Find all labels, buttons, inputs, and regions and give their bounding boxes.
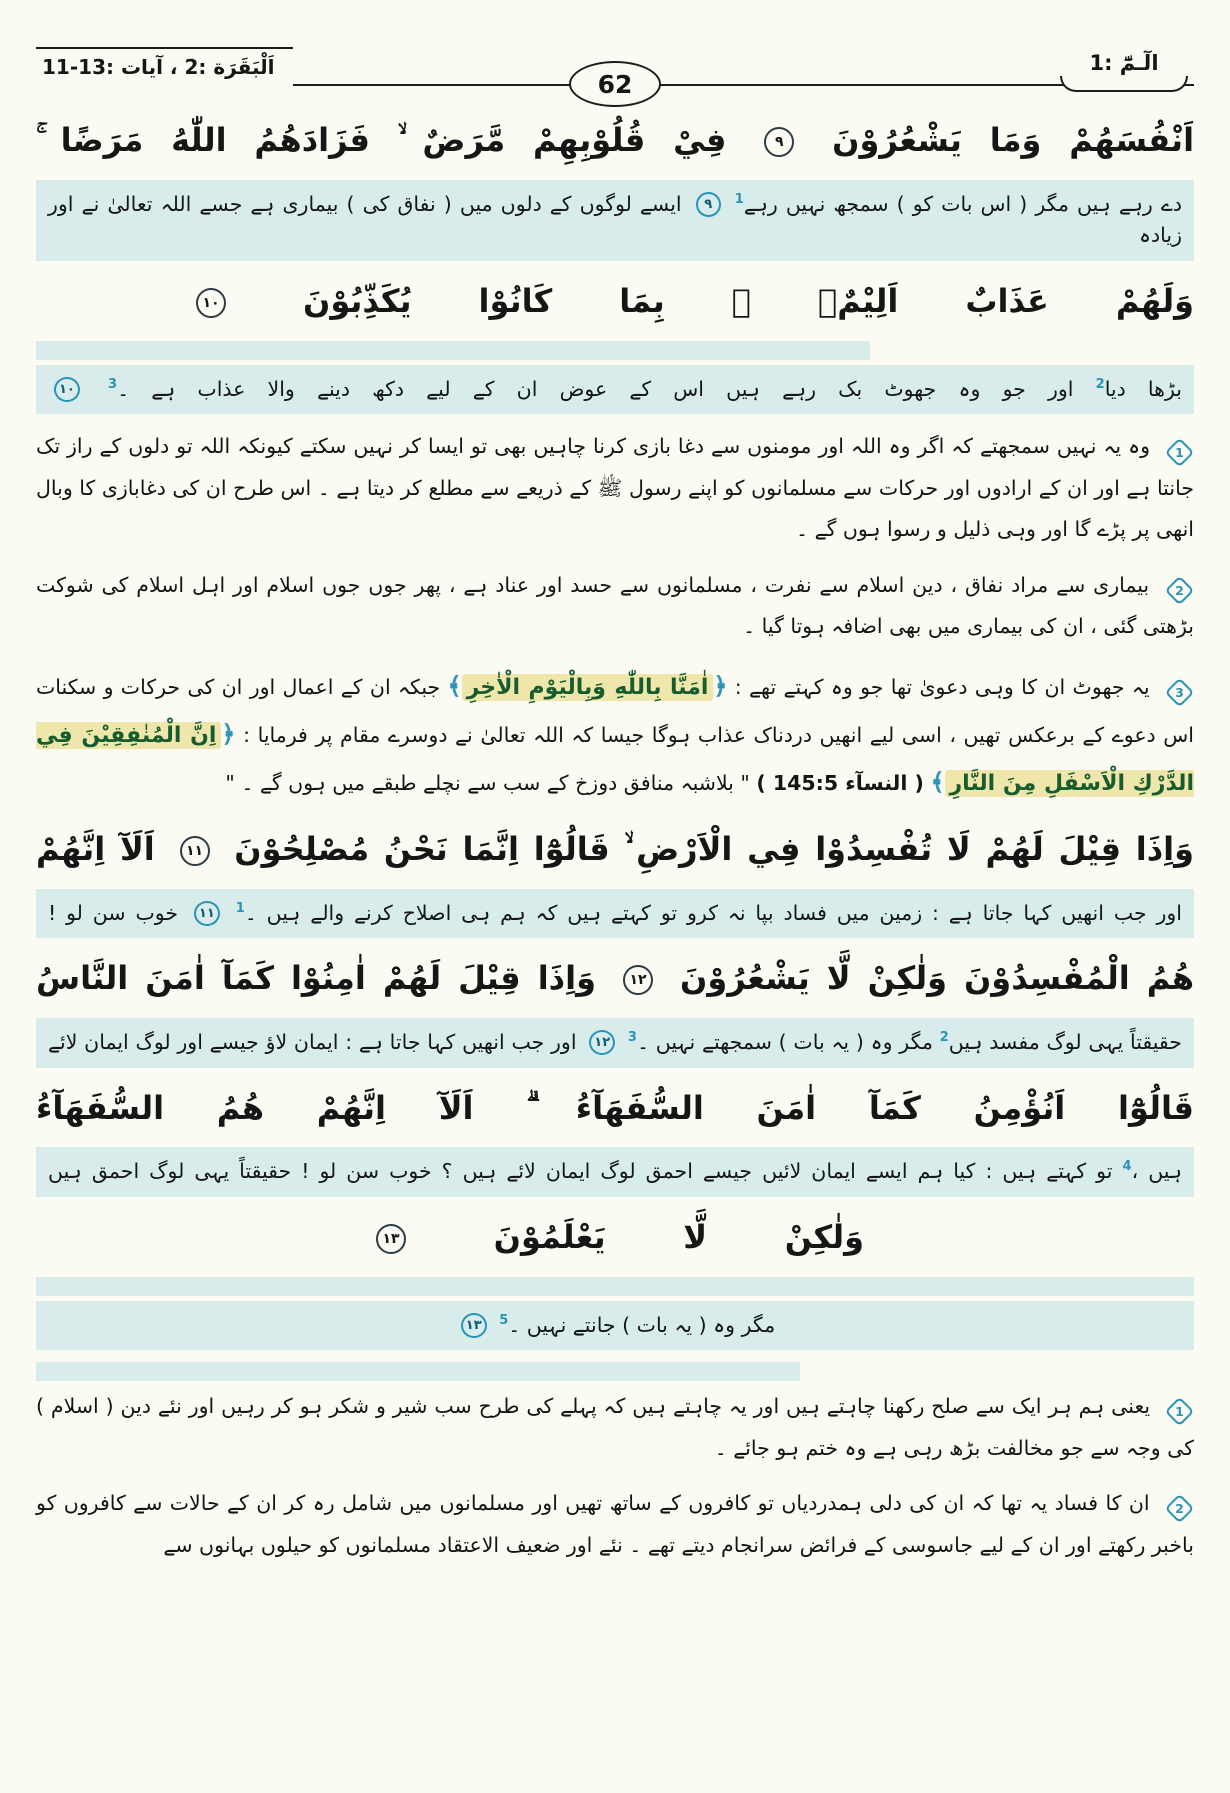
ornate-bracket-close-icon: ﴾ [447, 671, 462, 700]
translation-text: بڑھا دیا [1104, 376, 1182, 401]
translation-text: تو کہتے ہیں : کیا ہم ایسے ایمان لائیں جیسے احمق لوگ ایمان لائے ہیں ؟ خوب سن لو ! حقیقتاً یہی لوگ احمق ہیں [48, 1159, 1113, 1184]
footnote-2 [36, 1483, 1194, 1566]
translation-text: دے رہے ہیں مگر ( اس بات کو ) سمجھ نہیں رہے [743, 191, 1182, 216]
ayah-number-badge: ١٠ [54, 377, 80, 402]
ayah-number-badge: ١٣ [376, 1224, 406, 1254]
note-marker-number: 2 [1175, 582, 1184, 598]
arabic-verse-line-4 [36, 950, 1194, 1008]
note-marker-diamond [1165, 1397, 1195, 1427]
quote-reference: ( النسآء 145:5 ) [756, 771, 924, 796]
note-marker-number: 1 [1175, 444, 1184, 460]
verse-text: وَاِذَا قِيْلَ لَهُمْ اٰمِنُوْا كَمَآ اٰمَنَ النَّاسُ [36, 959, 596, 998]
translation-text: مگر وہ ( یہ بات ) سمجھتے نہیں ۔ [636, 1029, 933, 1054]
ayah-number-badge: ٩ [764, 127, 794, 157]
page-number [569, 61, 661, 107]
translation-text: خوب سن لو ! [48, 900, 179, 925]
footnote-ref: 4 [1122, 1159, 1132, 1175]
highlight-strip [36, 341, 870, 360]
ayah-number-badge: ١١ [194, 901, 220, 926]
urdu-translation-line-5 [36, 1147, 1194, 1197]
footnote-ref: 2 [939, 1030, 949, 1046]
arabic-verse-line-5 [36, 1080, 1194, 1138]
ayah-number-badge: ١٠ [196, 288, 226, 318]
note-marker-number: 3 [1175, 684, 1184, 700]
ayah-number-badge: ١٣ [461, 1313, 487, 1338]
verse-text: اَلَآ اِنَّهُمْ [36, 829, 155, 868]
quran-quote-2: اِنَّ الْمُنٰفِقِيْنَ فِي الدَّرْكِ الْاَسْفَلِ مِنَ النَّارِ [36, 722, 1194, 797]
note-marker-number: 2 [1175, 1501, 1184, 1517]
urdu-translation-line-3 [36, 889, 1194, 939]
urdu-translation-line-6 [36, 1301, 1194, 1351]
commentary-note-2 [36, 565, 1194, 648]
juz-curve-ornament [1060, 76, 1188, 92]
commentary-note-3 [36, 662, 1194, 807]
footnote-ref: 2 [1095, 376, 1105, 392]
footnote-text: ان کا فساد یہ تھا کہ ان کی دلی ہمدردیاں تو کافروں کے ساتھ تھیں اور مسلمانوں میں شامل رہ کر ان کے حالات سے کافروں کو باخبر رکھتے اور ان کے لیے جاسوسی کے فرائض سرانجام دیتے تھے ۔ نئے اور ضعیف الاعتقاد مسلمانوں کو حیلوں بہانوں سے [36, 1491, 1194, 1557]
urdu-translation-line-4 [36, 1018, 1194, 1068]
arabic-verse-line-2 [36, 273, 1194, 331]
note-marker-diamond [1165, 575, 1195, 605]
ornate-bracket-open-icon: ﴿ [221, 719, 236, 748]
footnote-ref: 3 [627, 1030, 637, 1046]
arabic-verse-line-3 [36, 821, 1194, 879]
note-marker-diamond [1165, 677, 1195, 707]
commentary-text: یہ جھوٹ ان کا وہی دعویٰ تھا جو وہ کہتے تھے : [734, 674, 1150, 699]
commentary-text: جبکہ ان کے اعمال اور ان کی حرکات و سکنات اس دعوے کے برعکس تھیں ، اسی لیے انھیں دردناک عذاب ہوگا جیسا کہ اللہ تعالیٰ نے دوسرے مقام پر فرمایا : [36, 674, 1194, 747]
page-content [36, 112, 1194, 1566]
commentary-text: وہ یہ نہیں سمجھتے کہ اگر وہ اللہ اور مومنوں سے دغا بازی کرنا چاہیں بھی تو ایسا کر نہیں سکتے کیونکہ اللہ تو دلوں کے راز تک جانتا ہے اور ان کے ارادوں اور حرکات سے مسلمانوں کو اپنے رسول ﷺ کے ذریعے سے مطلع کر دیتا ہے ۔ اس طرح ان کی دغابازی کا وبال انھی پر پڑے گا اور وہی ذلیل و رسوا ہوں گے ۔ [36, 434, 1194, 542]
ayah-number-badge: ١٢ [623, 965, 653, 995]
verse-text: اَنْفُسَهُمْ وَمَا يَشْعُرُوْنَ [832, 121, 1195, 159]
translation-text: ہیں ، [1131, 1159, 1182, 1184]
verse-text: وَاِذَا قِيْلَ لَهُمْ لَا تُفْسِدُوْا فِي الْاَرْضِ ۙ قَالُوْٓا اِنَّمَا نَحْنُ مُصْلِحُوْنَ [234, 829, 1195, 868]
ornate-bracket-close-icon: ﴾ [930, 768, 945, 797]
commentary-text: بیماری سے مراد نفاق ، دین اسلام سے نفرت ، مسلمانوں سے حسد اور عناد ہے ، پھر جوں جوں اسلام اور اہل اسلام کی شوکت بڑھتی گئی ، ان کی بیماری میں بھی اضافہ ہوتا گیا ۔ [36, 572, 1194, 639]
translation-text: اور جب انھیں کہا جاتا ہے : زمین میں فساد بپا نہ کرو تو کہتے ہیں کہ ہم ہی اصلاح کرنے والے ہیں ۔ [244, 900, 1182, 925]
verse-text: هُمُ الْمُفْسِدُوْنَ وَلٰكِنْ لَّا يَشْعُرُوْنَ [680, 959, 1195, 998]
footnote-ref: 3 [108, 376, 118, 392]
footnote-ref: 5 [499, 1312, 509, 1328]
highlight-strip [36, 1277, 1194, 1296]
commentary-note-1 [36, 426, 1194, 550]
commentary-text: " بلاشبہ منافق دوزخ کے سب سے نچلے طبقے میں ہوں گے ۔ " [225, 771, 750, 796]
page-header [36, 22, 1194, 98]
urdu-translation-line-2 [36, 365, 1194, 415]
verse-text: قَالُوْٓا اَنُؤْمِنُ كَمَآ اٰمَنَ السُّفَهَآءُ ۗ اَلَآ اِنَّهُمْ هُمُ السُّفَهَآءُ [36, 1088, 1194, 1127]
translation-text: مگر وہ ( یہ بات ) جانتے نہیں ۔ [508, 1312, 776, 1337]
surah-reference: اَلْبَقَرَة :2 ، آیات :13-11 [36, 47, 293, 86]
ornate-bracket-open-icon: ﴿ [713, 671, 728, 700]
arabic-verse-line-6 [36, 1209, 1194, 1267]
translation-text: ایسے لوگوں کے دلوں میں ( نفاق کی ) بیماری ہے جسے اللہ تعالیٰ نے اور زیادہ [48, 191, 1182, 248]
footnote-1 [36, 1386, 1194, 1469]
verse-text: وَلَهُمْ عَذَابٌ اَلِيْمٌۢ ۙ بِمَا كَانُوْا يُكَذِّبُوْنَ [303, 282, 1195, 321]
footnote-text: یعنی ہم ہر ایک سے صلح رکھنا چاہتے ہیں اور یہ چاہتے ہیں کہ پہلے کی طرح سب شیر و شکر ہو کر رہیں اور نئے دین ( اسلام ) کی وجہ سے جو مخالفت بڑھ رہی ہے وہ ختم ہو جائے ۔ [36, 1394, 1194, 1460]
highlight-strip [36, 1362, 800, 1381]
urdu-translation-line-1 [36, 180, 1194, 262]
footnote-ref: 1 [734, 191, 744, 207]
translation-text: اور جب انھیں کہا جاتا ہے : ایمان لاؤ جیسے اور لوگ ایمان لائے [48, 1029, 577, 1054]
note-marker-diamond [1165, 1494, 1195, 1524]
juz-marker-text: الٓـمّٓ :1 [1089, 51, 1159, 75]
quran-quote-1: اٰمَنَّا بِاللّٰهِ وَبِالْيَوْمِ الْاٰخِرِ [462, 674, 714, 701]
ayah-number-badge: ١٢ [589, 1030, 615, 1055]
note-marker-diamond [1165, 437, 1195, 467]
verse-text: فِيْ قُلُوْبِهِمْ مَّرَضٌ ۙ فَزَادَهُمُ اللّٰهُ مَرَضًا ۚ [36, 121, 727, 159]
translation-text: اور جو وہ جھوٹ بک رہے ہیں اس کے عوض ان کے لیے دکھ دینے والا عذاب ہے ۔ [117, 376, 1074, 401]
footnote-ref: 1 [235, 900, 245, 916]
ayah-number-badge: ٩ [696, 192, 721, 217]
translation-text: حقیقتاً یہی لوگ مفسد ہیں [948, 1029, 1182, 1054]
arabic-verse-line-1 [36, 112, 1194, 170]
verse-text: وَلٰكِنْ لَّا يَعْلَمُوْنَ [493, 1218, 865, 1256]
page-number-text: 62 [597, 69, 633, 99]
ayah-number-badge: ١١ [180, 836, 210, 866]
note-marker-number: 1 [1175, 1404, 1184, 1420]
juz-marker [1060, 51, 1188, 92]
